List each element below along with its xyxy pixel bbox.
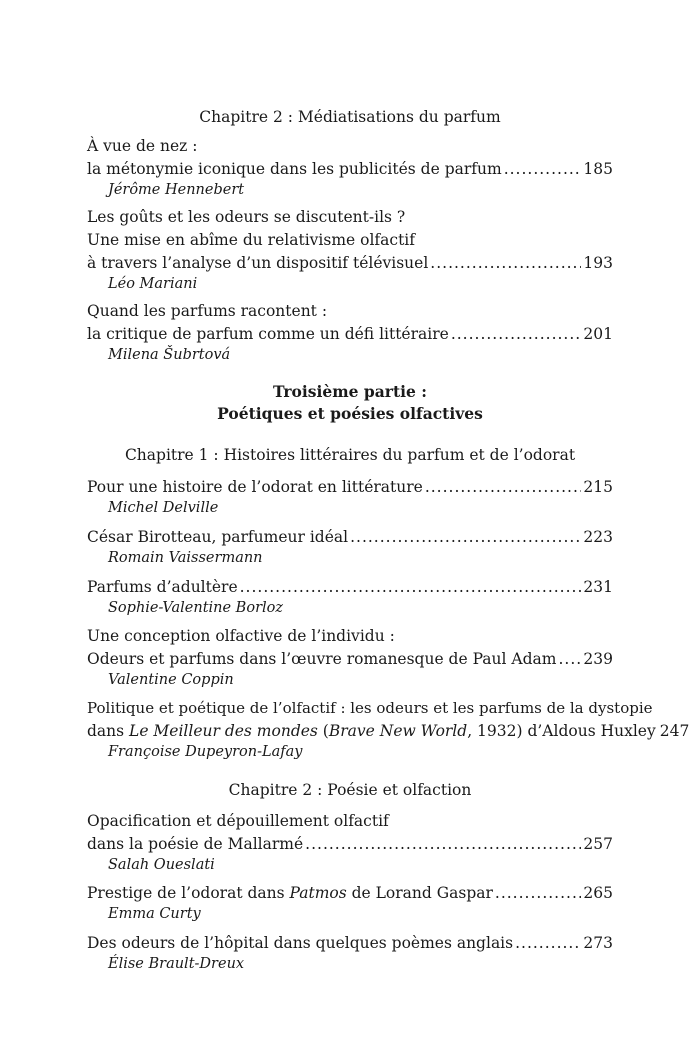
part-title: Troisième partie : <box>272 382 427 401</box>
page-number: 273 <box>583 934 613 952</box>
chapter-heading: Chapitre 2 : Poésie et olfaction <box>228 781 472 799</box>
entry-author: Élise Brault-Dreux <box>108 956 245 972</box>
entry-title-line: la métonymie iconique dans les publicités de parfum <box>87 160 502 178</box>
entry-title-line: Une mise en abîme du relativisme olfactif <box>87 231 415 249</box>
leader-dots <box>240 578 582 596</box>
entry-title-line: Une conception olfactive de l’individu : <box>87 627 395 645</box>
entry-title-line: Pour une histoire de l’odorat en littérature <box>87 478 423 496</box>
page-number: 185 <box>583 160 613 178</box>
entry-title-line: Politique et poétique de l’olfactif : les odeurs et les parfums de la dystopie <box>87 699 653 717</box>
entry-title-line: dans la poésie de Mallarmé <box>87 835 304 853</box>
page-number: 239 <box>583 650 613 668</box>
toc-entry[interactable] <box>87 884 613 902</box>
entry-author: Michel Delville <box>108 500 219 516</box>
entry-title-line: Des odeurs de l’hôpital dans quelques poèmes anglais <box>87 934 514 952</box>
entry-title-line: la critique de parfum comme un défi littéraire <box>87 325 449 343</box>
toc-entry[interactable] <box>87 254 613 272</box>
entry-title-line: Quand les parfums racontent : <box>87 302 328 320</box>
toc-entry[interactable] <box>87 478 613 496</box>
page-number: 193 <box>583 254 613 272</box>
leader-dots <box>504 160 582 178</box>
toc-entry[interactable] <box>87 650 613 668</box>
entry-author: Sophie-Valentine Borloz <box>108 600 284 616</box>
toc-entry[interactable] <box>87 835 613 853</box>
entry-title-line: César Birotteau, parfumeur idéal <box>87 528 349 546</box>
toc-entry[interactable] <box>87 722 690 740</box>
page-number: 257 <box>583 835 613 853</box>
toc-entry[interactable] <box>87 528 613 546</box>
leader-dots <box>558 650 581 668</box>
leader-dots <box>430 254 581 272</box>
page-number: 265 <box>583 884 613 902</box>
page-number: 201 <box>583 325 613 343</box>
entry-author: Salah Oueslati <box>108 857 215 873</box>
entry-title-line: Les goûts et les odeurs se discutent-ils ? <box>87 208 406 226</box>
entry-title-line: à travers l’analyse d’un dispositif télévisuel <box>87 254 429 272</box>
toc-entry[interactable] <box>87 578 613 596</box>
entry-title-line: dans Le Meilleur des mondes (Brave New World, 1932) d’Aldous Huxley <box>87 722 656 740</box>
entry-title-line: Odeurs et parfums dans l’œuvre romanesque de Paul Adam <box>87 650 557 668</box>
chapter-heading: Chapitre 2 : Médiatisations du parfum <box>199 108 501 126</box>
entry-title-line: Parfums d’adultère <box>87 578 238 596</box>
entry-author: Léo Mariani <box>108 276 198 292</box>
page-number: 247 <box>659 722 690 740</box>
toc-entry[interactable] <box>87 325 613 343</box>
leader-dots <box>495 884 582 902</box>
entry-author: Romain Vaissermann <box>108 550 263 566</box>
leader-dots <box>515 934 581 952</box>
leader-dots <box>305 835 581 853</box>
toc-entry[interactable] <box>87 934 613 952</box>
entry-author: Valentine Coppin <box>108 672 234 688</box>
entry-author: Jérôme Hennebert <box>108 182 245 198</box>
page-number: 215 <box>583 478 613 496</box>
leader-dots <box>451 325 582 343</box>
entry-author: Emma Curty <box>108 906 201 922</box>
entry-title-line: À vue de nez : <box>87 137 198 155</box>
entry-author: Milena Šubrtová <box>108 347 231 363</box>
entry-author: Françoise Dupeyron-Lafay <box>108 744 303 760</box>
leader-dots <box>350 528 581 546</box>
entry-title-line: Prestige de l’odorat dans Patmos de Lorand Gaspar <box>87 884 493 902</box>
entry-title-line: Opacification et dépouillement olfactif <box>87 812 389 830</box>
toc-entry[interactable] <box>87 160 613 178</box>
page-number: 231 <box>583 578 613 596</box>
leader-dots <box>425 478 582 496</box>
page-number: 223 <box>583 528 613 546</box>
part-subtitle: Poétiques et poésies olfactives <box>217 404 483 423</box>
chapter-heading: Chapitre 1 : Histoires littéraires du parfum et de l’odorat <box>124 446 576 464</box>
